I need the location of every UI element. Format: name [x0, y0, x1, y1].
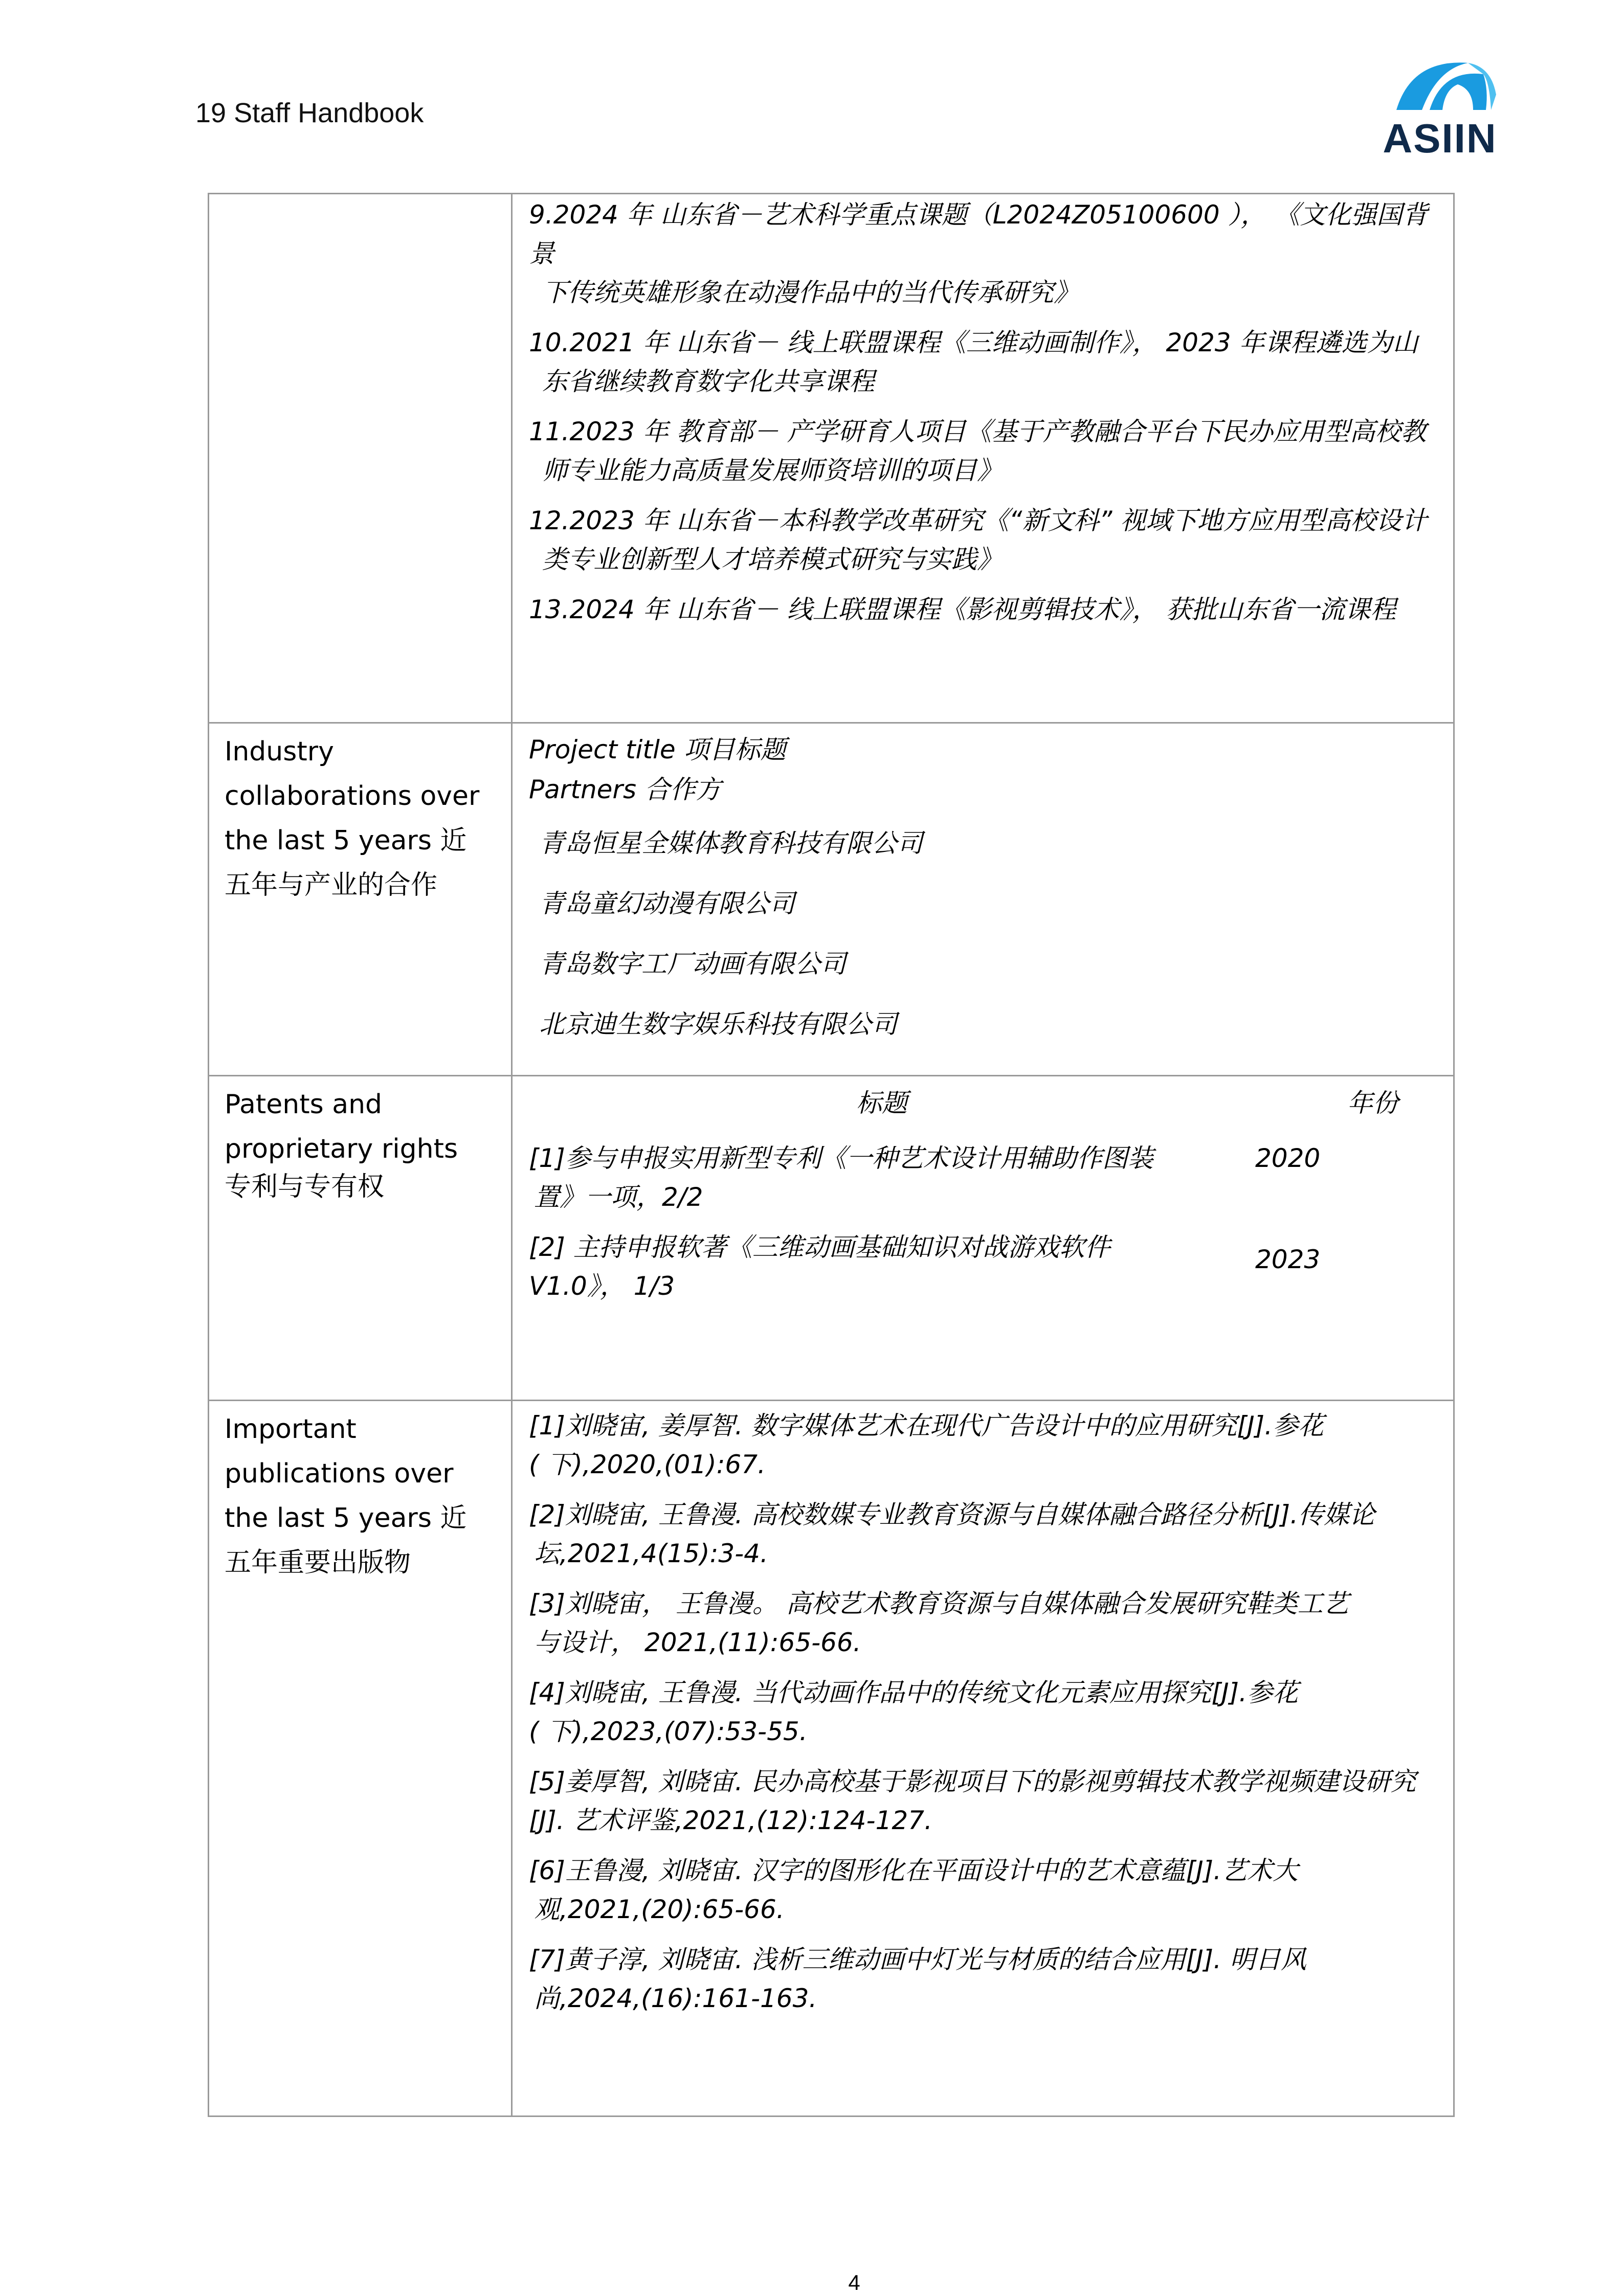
logo-arc-icon	[1381, 54, 1499, 120]
table-row: [1]参与申报实用新型专利《一种艺术设计用辅助作图装 置》一项，2/2 2020	[529, 1139, 1433, 1217]
industry-label: Industry collaborations over the last 5 years 近 五年与产业的合作	[209, 723, 512, 1076]
list-item: [4]刘晓宙, 王鲁漫. 当代动画作品中的传统文化元素应用探究[J].参花 ( 下),2023,(07):53-55.	[529, 1678, 1299, 1746]
list-item: 9.2024 年 山东省－艺术科学重点课题（L2024Z05100600 ）， 《文化强国背景 下传统英雄形象在动漫作品中的当代传承研究》	[529, 200, 1428, 307]
table-row-projects	[209, 194, 1454, 723]
projects-content-cell	[512, 194, 1454, 723]
list-item: [7]黄子淳, 刘晓宙. 浅析三维动画中灯光与材质的结合应用[J]. 明日风 尚,2024,(16):161-163.	[529, 1945, 1306, 2013]
partner-item: 青岛数字工厂动画有限公司	[539, 949, 846, 979]
partners-label: Partners 合作方	[529, 775, 721, 804]
partner-item: 青岛恒星全媒体教育科技有限公司	[539, 828, 923, 858]
projects-label-cell	[209, 194, 512, 723]
header-title: 19 Staff Handbook	[195, 98, 424, 128]
patents-label: Patents and proprietary rights 专利与专有权	[209, 1076, 512, 1401]
patents-content-cell	[512, 1076, 1454, 1401]
patent-year: 2023	[1255, 1245, 1321, 1274]
patents-header	[529, 1088, 1433, 1118]
industry-content-cell	[512, 723, 1454, 1076]
list-item: [2]刘晓宙, 王鲁漫. 高校数媒专业教育资源与自媒体融合路径分析[J].传媒论 坛,2021,4(15):3-4.	[529, 1500, 1375, 1568]
asiin-logo	[1381, 54, 1499, 161]
list-item: [6]王鲁漫, 刘晓宙. 汉字的图形化在平面设计中的艺术意蕴[J].艺术大 观,2021,(20):65-66.	[529, 1856, 1299, 1924]
partner-item: 北京迪生数字娱乐科技有限公司	[539, 1009, 897, 1039]
table-row-patents	[209, 1076, 1454, 1401]
list-item: 10.2021 年 山东省－ 线上联盟课程《三维动画制作》， 2023 年课程遴选为山 东省继续教育数字化共享课程	[529, 328, 1418, 396]
publications-label: Important publications over the last 5 years 近 五年重要出版物	[209, 1401, 512, 2117]
page-number: 4	[848, 2270, 860, 2294]
list-item: 11.2023 年 教育部－ 产学研育人项目《基于产教融合平台下民办应用型高校教 师专业能力高质量发展师资培训的项目》	[529, 417, 1427, 485]
table-row: [2] 主持申报软著《三维动画基础知识对战游戏软件 V1.0》， 1/3 2023	[529, 1228, 1433, 1305]
table-row-industry	[209, 723, 1454, 1076]
patent-year: 2020	[1255, 1143, 1321, 1173]
publications-content-cell	[512, 1401, 1454, 2117]
col-title: 标题	[856, 1088, 907, 1118]
partner-item: 青岛童幻动漫有限公司	[539, 889, 795, 918]
staff-table	[208, 193, 1455, 2117]
list-item: [3]刘晓宙， 王鲁漫。 高校艺术教育资源与自媒体融合发展研究鞋类工艺 与设计， 2021,(11):65-66.	[529, 1589, 1349, 1657]
table-row-publications	[209, 1401, 1454, 2117]
list-item: 13.2024 年 山东省－ 线上联盟课程《影视剪辑技术》， 获批山东省一流课程	[529, 595, 1396, 624]
logo-text: ASIIN	[1383, 116, 1497, 161]
project-title-label: Project title 项目标题	[529, 735, 786, 764]
list-item: 12.2023 年 山东省－本科教学改革研究《“新文科” 视域下地方应用型高校设计 类专业创新型人才培养模式研究与实践》	[529, 506, 1428, 574]
list-item: [5]姜厚智, 刘晓宙. 民办高校基于影视项目下的影视剪辑技术教学视频建设研究 [J]. 艺术评鉴,2021,(12):124-127.	[529, 1767, 1416, 1835]
col-year: 年份	[1347, 1088, 1398, 1118]
list-item: [1]刘晓宙, 姜厚智. 数字媒体艺术在现代广告设计中的应用研究[J].参花 ( 下),2020,(01):67.	[529, 1411, 1324, 1479]
